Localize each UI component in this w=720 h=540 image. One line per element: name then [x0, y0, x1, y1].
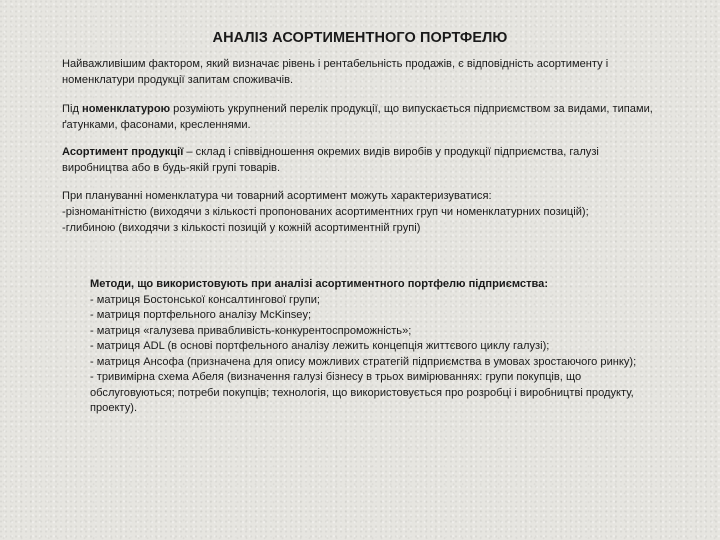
methods-item: - матриця Ансофа (призначена для опису можливих стратегій підприємства в умовах зростаючого ринку); [90, 355, 637, 368]
paragraph-assortment [62, 144, 662, 176]
assortment-definition: – склад і співвідношення окремих видів виробів у продукції підприємства, галузі виробництва або в будь-якій групі товарів. [62, 146, 599, 174]
nomenclature-definition: розуміють укрупнений перелік продукції, що випускається підприємством за видами, типами, ґатунками, фасонами, кресленнями. [62, 103, 653, 131]
paragraph-nomenclature [62, 101, 662, 133]
methods-item: - матриця «галузева привабливість-конкурентоспроможність»; [90, 324, 412, 337]
paragraph-characteristics [62, 188, 662, 236]
slide-title: АНАЛІЗ АСОРТИМЕНТНОГО ПОРТФЕЛЮ [212, 30, 508, 46]
nomenclature-term: номенклатурою [82, 103, 171, 115]
characteristics-intro: При плануванні номенклатура чи товарний асортимент можуть характеризуватися: [62, 190, 492, 202]
methods-item: - матриця Бостонської консалтингової групи; [90, 293, 320, 306]
methods-list [90, 277, 650, 417]
methods-item: - матриця портфельного аналізу McKinsey; [90, 309, 312, 321]
assortment-term: Асортимент продукції [62, 146, 184, 158]
methods-item: - тривимірна схема Абеля (визначення галузі бізнесу в трьох вимірюваннях: групи покупців, що обслуговуються; потреби покупців; технологія, що використовується про розробці і виробництві продукту, проекту). [90, 371, 634, 414]
characteristics-item: -різноманітністю (виходячи з кількості пропонованих асортиментних груп чи номенклатурних позицій); [62, 206, 589, 218]
characteristics-item: -глибиною (виходячи з кількості позицій у кожній асортиментній групі) [62, 222, 421, 234]
nomenclature-prefix: Під [62, 103, 82, 115]
paragraph-factor: Найважливішим фактором, який визначає рівень і рентабельність продажів, є відповідність асортименту і номенклатури продукції запитам споживачів. [62, 58, 609, 86]
methods-heading: Методи, що використовують при аналізі асортиментного портфелю підприємства: [90, 278, 549, 290]
methods-item: - матриця ADL (в основі портфельного аналізу лежить концепція життєвого циклу галузі); [90, 340, 550, 352]
